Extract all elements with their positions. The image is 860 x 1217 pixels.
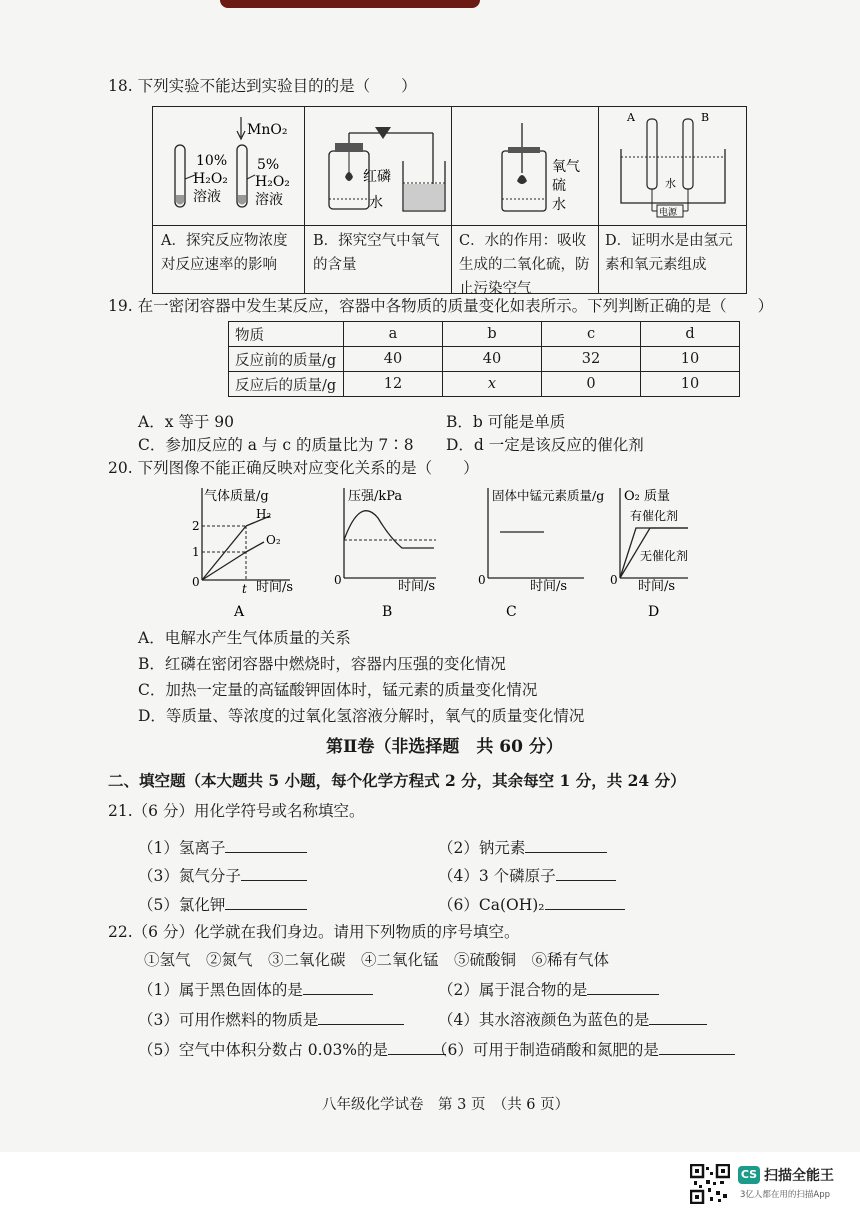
q18-b-label-water: 水 xyxy=(369,195,383,211)
q20-d-tick-0: 0 xyxy=(610,573,618,587)
q20-a-t-label: t xyxy=(242,582,247,596)
q20-a-tick-2: 2 xyxy=(192,519,200,533)
q19-stem: 19. 在一密闭容器中发生某反应，容器中各物质的质量变化如表所示。下列判断正确的是（ ） xyxy=(108,297,774,315)
section2-title: 二、填空题（本大题共 5 小题，每个化学方程式 2 分，其余每空 1 分，共 24 分） xyxy=(108,771,686,790)
answer-blank[interactable] xyxy=(225,838,307,853)
q20-graph-a xyxy=(192,488,293,618)
q20-option-c: C．加热一定量的高锰酸钾固体时，锰元素的质量变化情况 xyxy=(138,681,538,699)
q20-b-letter: B xyxy=(382,604,393,618)
q22-item-3: （3）可用作燃料的物质是 xyxy=(138,1011,319,1029)
q18-b-label-red-phosphorus: 红磷 xyxy=(363,169,391,185)
q20-d-xlabel: 时间/s xyxy=(638,579,676,594)
q22-item-4: （4）其水溶液颜色为蓝色的是 xyxy=(438,1011,650,1029)
q20-stem: 20. 下列图像不能正确反映对应变化关系的是（ ） xyxy=(108,459,479,477)
q18-a-label-5pct: 5% xyxy=(257,157,280,173)
q19-before-d: 10 xyxy=(641,347,740,372)
q18-d-label-power: 电源 xyxy=(659,208,678,218)
q19-after-b: x xyxy=(443,372,542,397)
q18-a-test-tubes-figure xyxy=(153,107,305,225)
q20-d-ylabel: O₂ 质量 xyxy=(624,489,671,504)
q22-item-1: （1）属于黑色固体的是 xyxy=(138,981,303,999)
q18-a-label-h2o2-left: H₂O₂ xyxy=(193,171,228,187)
q20-c-letter: C xyxy=(506,604,517,618)
q18-caption-b: B．探究空气中氧气的含量 xyxy=(313,233,440,273)
part2-title: 第Ⅱ卷（非选择题 共 60 分） xyxy=(326,737,563,757)
q20-a-ylabel: 气体质量/g xyxy=(204,489,269,504)
q18-c-sulfur-in-oxygen-figure xyxy=(452,107,599,225)
q19-option-d: D．d 一定是该反应的催化剂 xyxy=(446,436,644,454)
q19-option-b: B．b 可能是单质 xyxy=(446,413,566,431)
q22-stem: 22.（6 分）化学就在我们身边。请用下列物质的序号填空。 xyxy=(108,923,520,941)
q20-a-curve-h2: H₂ xyxy=(256,507,272,521)
q18-d-label-a: A xyxy=(627,111,635,124)
q18-a-label-h2o2-right: H₂O₂ xyxy=(255,174,290,190)
q20-d-letter: D xyxy=(648,604,660,618)
q18-a-label-solution-right: 溶液 xyxy=(255,192,283,208)
q20-graph-c xyxy=(478,488,604,618)
qr-code-icon xyxy=(690,1164,730,1204)
answer-blank[interactable] xyxy=(545,895,625,910)
q19-before-a: 40 xyxy=(344,347,443,372)
q18-c-label-oxygen: 氧气 xyxy=(552,159,580,175)
answer-blank[interactable] xyxy=(525,838,607,853)
table-row xyxy=(229,347,740,372)
scanner-watermark-bar xyxy=(0,1152,860,1217)
q20-c-ylabel: 固体中锰元素质量/g xyxy=(492,488,605,503)
q20-a-curve-o2: O₂ xyxy=(266,533,281,547)
q20-graph-d xyxy=(610,488,688,618)
q20-option-d: D．等质量、等浓度的过氧化氢溶液分解时，氧气的质量变化情况 xyxy=(138,707,585,725)
camscanner-logo-icon xyxy=(738,1166,760,1184)
q18-table-divider xyxy=(153,225,746,226)
q21-item-2: （2）钠元素 xyxy=(438,839,526,857)
q20-a-tick-0: 0 xyxy=(192,575,200,589)
q19-header-b: b xyxy=(443,322,542,347)
answer-blank[interactable] xyxy=(318,1010,404,1025)
q18-a-label-10pct: 10% xyxy=(196,153,228,169)
answer-blank[interactable] xyxy=(225,895,307,910)
q19-row-before-label: 反应前的质量/g xyxy=(229,347,344,372)
q18-a-label-solution-left: 溶液 xyxy=(193,189,221,205)
answer-blank[interactable] xyxy=(649,1010,707,1025)
q20-a-tick-1: 1 xyxy=(192,545,200,559)
camscanner-slogan: 3亿人都在用的扫描App xyxy=(740,1190,831,1200)
q18-caption-a: A．探究反应物浓度对反应速率的影响 xyxy=(161,233,288,273)
q18-c-label-water: 水 xyxy=(552,197,566,213)
q19-after-d: 10 xyxy=(641,372,740,397)
q20-d-curve-no-catalyst: 无催化剂 xyxy=(640,549,689,563)
q21-item-6: （6）Ca(OH)₂ xyxy=(438,896,545,914)
q20-option-b: B．红磷在密闭容器中燃烧时，容器内压强的变化情况 xyxy=(138,655,506,673)
q18-caption-c: C．水的作用：吸收生成的二氧化硫，防止污染空气 xyxy=(459,233,590,297)
q18-c-label-sulfur: 硫 xyxy=(552,178,566,194)
q18-stem: 18. 下列实验不能达到实验目的的是（ ） xyxy=(108,77,417,95)
table-row xyxy=(229,372,740,397)
q20-b-ylabel: 压强/kPa xyxy=(348,489,403,504)
q21-item-1: （1）氢离子 xyxy=(138,839,226,857)
page-top-decoration xyxy=(220,0,480,8)
page-footer: 八年级化学试卷 第 3 页 （共 6 页） xyxy=(322,1097,570,1113)
q21-item-5: （5）氯化钾 xyxy=(138,896,226,914)
q18-a-label-mno2: MnO₂ xyxy=(247,122,288,138)
q19-mass-table xyxy=(228,321,740,397)
q20-b-tick-0: 0 xyxy=(334,573,342,587)
q18-d-label-b: B xyxy=(701,111,710,124)
answer-blank[interactable] xyxy=(587,980,659,995)
camscanner-name: 扫描全能王 xyxy=(764,1168,834,1184)
q20-c-tick-0: 0 xyxy=(478,573,486,587)
camscanner-badge-text: CS xyxy=(740,1168,758,1181)
q19-row-after-label: 反应后的质量/g xyxy=(229,372,344,397)
q19-before-b: 40 xyxy=(443,347,542,372)
q22-item-2: （2）属于混合物的是 xyxy=(438,981,588,999)
q20-b-xlabel: 时间/s xyxy=(398,579,436,594)
q19-after-a: 12 xyxy=(344,372,443,397)
q21-item-3: （3）氮气分子 xyxy=(138,867,241,885)
q19-option-a: A．x 等于 90 xyxy=(138,413,235,431)
answer-blank[interactable] xyxy=(241,866,307,881)
q19-header-a: a xyxy=(344,322,443,347)
q19-before-c: 32 xyxy=(542,347,641,372)
answer-blank[interactable] xyxy=(556,866,616,881)
q20-graph-b xyxy=(334,488,436,618)
answer-blank[interactable] xyxy=(659,1040,735,1055)
q22-item-5: （5）空气中体积分数占 0.03%的是 xyxy=(138,1041,389,1059)
table-row xyxy=(229,322,740,347)
answer-blank[interactable] xyxy=(303,980,373,995)
q21-stem: 21.（6 分）用化学符号或名称填空。 xyxy=(108,802,365,820)
q20-d-curve-catalyst: 有催化剂 xyxy=(630,509,679,523)
q20-a-letter: A xyxy=(234,604,245,618)
q18-d-label-water: 水 xyxy=(665,177,676,190)
q18-b-red-phosphorus-figure xyxy=(305,107,452,225)
q22-substances: ①氢气 ②氮气 ③二氧化碳 ④二氧化锰 ⑤硫酸铜 ⑥稀有气体 xyxy=(144,951,610,969)
q19-header-d: d xyxy=(641,322,740,347)
q18-caption-d: D．证明水是由氢元素和氧元素组成 xyxy=(605,233,733,273)
q20-a-xlabel: 时间/s xyxy=(256,580,294,595)
q19-option-c: C．参加反应的 a 与 c 的质量比为 7∶8 xyxy=(138,436,414,454)
q19-header-substance: 物质 xyxy=(229,322,344,347)
q19-after-c: 0 xyxy=(542,372,641,397)
q22-item-6: （6）可用于制造硝酸和氮肥的是 xyxy=(432,1041,659,1059)
q20-c-xlabel: 时间/s xyxy=(530,579,568,594)
q18-experiment-table xyxy=(152,106,747,297)
q20-graphs xyxy=(190,478,690,618)
q19-header-c: c xyxy=(542,322,641,347)
q21-item-4: （4）3 个磷原子 xyxy=(438,867,556,885)
q18-d-electrolysis-figure xyxy=(599,107,746,225)
q20-option-a: A．电解水产生气体质量的关系 xyxy=(138,629,351,647)
